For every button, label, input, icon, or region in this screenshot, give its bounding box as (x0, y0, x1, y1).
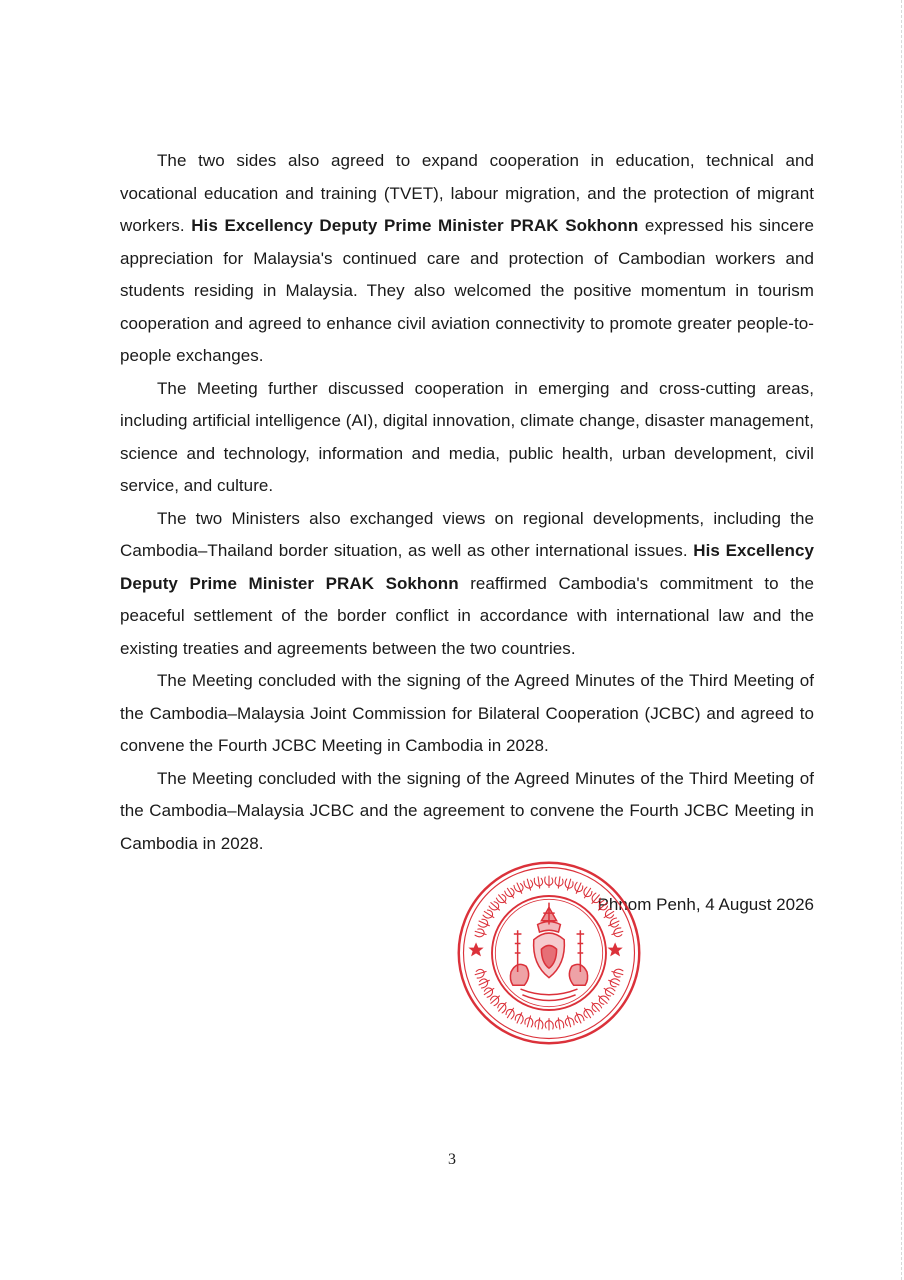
paragraph-text: The two sides also agreed to expand cooperation in education, technical and vocational education and training (TVET), labour migration, and the protection of migrant workers. (120, 151, 814, 235)
body-paragraph (120, 503, 814, 666)
dateline: Phnom Penh, 4 August 2026 (597, 895, 814, 914)
paragraph-text: reaffirmed Cambodia's commitment to the peaceful settlement of the border conflict in accordance with international law and the existing treaties and agreements between the two countries. (120, 573, 814, 658)
document-body (120, 145, 814, 860)
bold-name-text: His Excellency Deputy Prime Minister PRAK Sokhonn (120, 541, 814, 593)
paragraph-text: The Meeting concluded with the signing of the Agreed Minutes of the Third Meeting of the Cambodia–Malaysia JCBC and the agreement to convene the Fourth JCBC Meeting in Cambodia in 2028. (120, 768, 814, 853)
paragraph-text: expressed his sincere appreciation for Malaysia's continued care and protection of Cambodian workers and students residing in Malaysia. They also welcomed the positive momentum in tourism cooperation and agreed to enhance civil aviation connectivity to promote greater people-to-people exchanges. (120, 216, 814, 365)
body-paragraph (120, 145, 814, 373)
body-paragraph (120, 373, 814, 503)
bold-name-text: His Excellency Deputy Prime Minister PRAK Sokhonn (191, 216, 639, 235)
body-paragraph (120, 763, 814, 861)
paragraph-text: The Meeting concluded with the signing of the Agreed Minutes of the Third Meeting of the Cambodia–Malaysia Joint Commission for Bilateral Cooperation (JCBC) and agreed to convene the Fourth JCBC Meeting in Cambodia in 2028. (120, 671, 814, 755)
page-number: 3 (448, 1151, 456, 1168)
scan-edge-divider (900, 0, 902, 1280)
body-paragraph (120, 665, 814, 763)
official-seal-icon (454, 858, 644, 1048)
paragraph-text: The Meeting further discussed cooperation in emerging and cross-cutting areas, including artificial intelligence (AI), digital innovation, climate change, disaster management, science and technology, information and media, public health, urban development, civil service, and culture. (120, 378, 814, 495)
paragraph-text: The two Ministers also exchanged views on regional developments, including the Cambodia–Thailand border situation, as well as other international issues. (120, 508, 814, 560)
